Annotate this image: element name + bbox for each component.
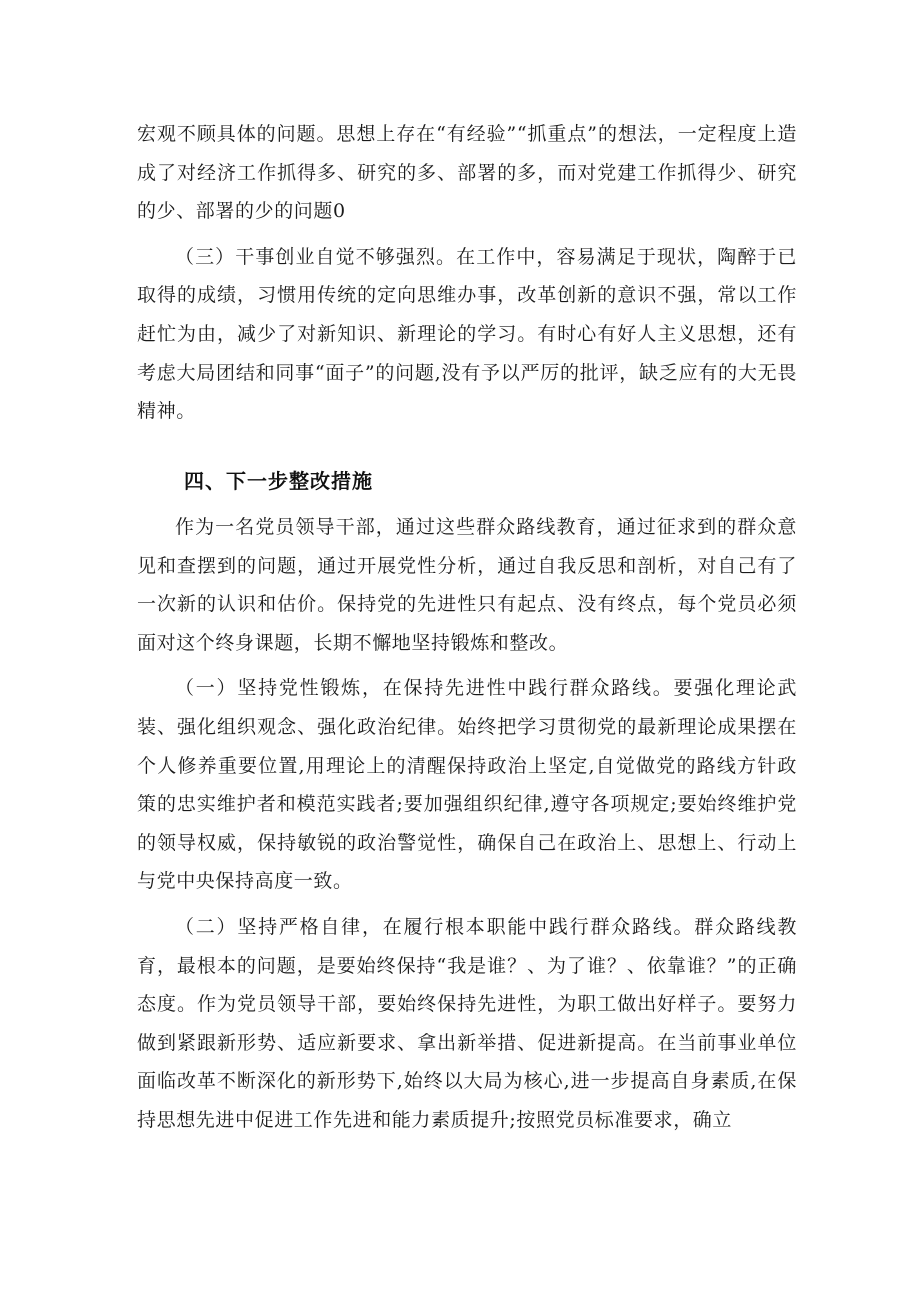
upper-text-block	[137, 115, 797, 431]
item-3-paragraph: （三）干事创业自觉不够强烈。在工作中，容易满足于现状，陶醉于已取得的成绩，习惯用传统的定向思维办事，改革创新的意识不强，常以工作赶忙为由，减少了对新知识、新理论的学习。有时心有好人主义思想，还有考虑大局团结和同事“面子”的问题,没有予以严厉的批评，缺乏应有的大无畏精神。	[137, 245, 797, 423]
section-heading: 四、下一步整改措施	[184, 469, 373, 493]
measure-2-paragraph: （二）坚持严格自律，在履行根本职能中践行群众路线。群众路线教育，最根本的问题，是要始终保持“我是谁？、为了谁？、依靠谁？”的正确态度。作为党员领导干部，要始终保持先进性，为职工做出好样子。要努力做到紧跟新形势、适应新要求、拿出新举措、促进新提高。在当前事业单位面临改革不断深化的新形势下,始终以大局为核心,进一步提高自身素质,在保持思想先进中促进工作先进和能力素质提升;按照党员标准要求，确立	[137, 915, 797, 1131]
continuation-paragraph: 宏观不顾具体的问题。思想上存在“有经验”“抓重点”的想法，一定程度上造成了对经济工作抓得多、研究的多、部署的多，而对党建工作抓得少、研究的少、部署的少的问题0	[137, 123, 797, 223]
measure-1-paragraph: （一）坚持党性锻炼，在保持先进性中践行群众路线。要强化理论武装、强化组织观念、强化政治纪律。始终把学习贯彻党的最新理论成果摆在个人修养重要位置,用理论上的清醒保持政治上坚定,自觉做党的路线方针政策的忠实维护者和模范实践者;要加强组织纪律,遵守各项规定;要始终维护党的领导权威，保持敏锐的政治警觉性，确保自己在政治上、思想上、行动上与党中央保持高度一致。	[137, 677, 797, 893]
lower-text-block	[137, 508, 797, 1140]
intro-paragraph: 作为一名党员领导干部，通过这些群众路线教育，通过征求到的群众意见和查摆到的问题，通过开展党性分析，通过自我反思和剖析，对自己有了一次新的认识和估价。保持党的先进性只有起点、没有终点，每个党员必须面对这个终身课题，长期不懈地坚持锻炼和整改。	[137, 516, 797, 654]
